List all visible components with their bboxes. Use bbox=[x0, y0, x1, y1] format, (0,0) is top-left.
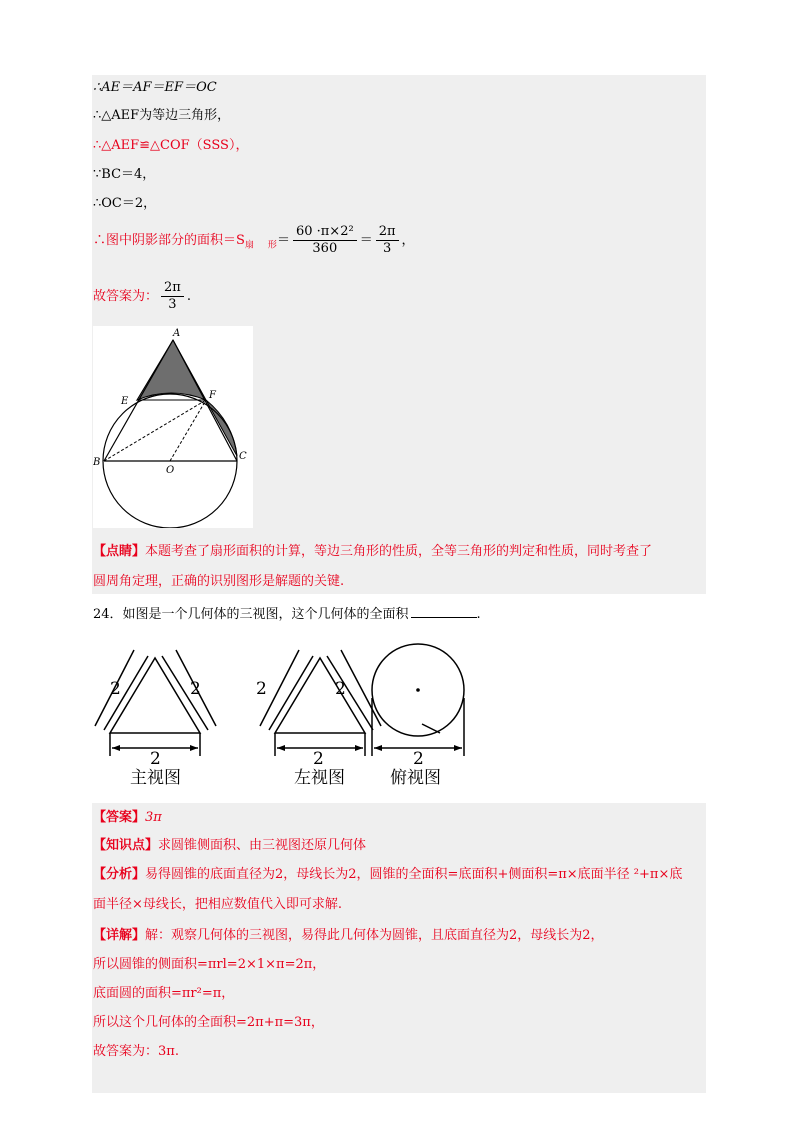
sector-subscript-2: 形 bbox=[267, 240, 277, 251]
front-dim-left: 2 bbox=[110, 679, 121, 699]
comment-line-2: 圆周角定理，正确的识别图形是解题的关键. bbox=[93, 574, 345, 589]
analysis-line-1: 【分析】易得圆锥的底面直径为2，母线长为2，圆锥的全面积=底面积+侧面积=π×底面半径 ²+π×底 bbox=[93, 867, 683, 882]
label-O: O bbox=[166, 465, 175, 476]
top-dim-bottom: 2 bbox=[413, 749, 424, 769]
answer-line: 【答案】3π bbox=[93, 810, 162, 825]
area-formula-prefix: ∴图中阴影部分的面积＝S bbox=[93, 233, 245, 248]
solution-line-4: ∵BC＝4， bbox=[93, 167, 156, 182]
answer-blank bbox=[411, 605, 477, 618]
label-E: E bbox=[121, 396, 129, 407]
area-fraction: $\frac{\text{60 ·π×2²}}{360}$ bbox=[293, 224, 357, 257]
solution-line-3: ∴△AEF≌△COF（SSS）， bbox=[93, 138, 249, 153]
label-C: C bbox=[239, 451, 247, 462]
analysis-line-2: 面半径×母线长，把相应数值代入即可求解. bbox=[93, 897, 343, 912]
question-24: 24．如图是一个几何体的三视图，这个几何体的全面积 . bbox=[93, 607, 481, 622]
geometry-figure bbox=[93, 326, 253, 528]
solution-line-6: ∴图中阴影部分的面积$=S_扇$ $_形$＝ $\frac{\text{60 ·π×2²}}{360}$ ＝ $\frac{2\pi}{3}$ ， bbox=[93, 224, 415, 256]
three-views-figure bbox=[90, 638, 480, 788]
label-B: B bbox=[93, 457, 101, 468]
solution-line-7: 故答案为： $\frac{2\pi}{3}$ . bbox=[93, 280, 191, 312]
area-result-fraction: $\frac{2\pi}{3}$ bbox=[376, 224, 399, 257]
detail-line-1: 【详解】解：观察几何体的三视图，易得此几何体为圆锥，且底面直径为2，母线长为2， bbox=[93, 928, 604, 943]
front-dim-right: 2 bbox=[190, 679, 201, 699]
detail-line-4: 所以这个几何体的全面积=2π+π=3π， bbox=[93, 1015, 324, 1030]
solution-line-2: ∴△AEF为等边三角形， bbox=[93, 108, 231, 123]
label-A: A bbox=[173, 328, 181, 339]
sector-subscript-1: 扇 bbox=[244, 240, 254, 251]
detail-line-3: 底面圆的面积=πr²=π， bbox=[93, 986, 235, 1001]
comment-tag: 【点睛】 bbox=[93, 544, 146, 559]
left-dim-bottom: 2 bbox=[313, 749, 324, 769]
left-view-label: 左视图 bbox=[294, 768, 345, 788]
solution-line-1: ∴AE＝AF＝EF＝OC bbox=[93, 80, 217, 95]
knowledge-point-line: 【知识点】求圆锥侧面积、由三视图还原几何体 bbox=[93, 838, 367, 853]
detail-line-2: 所以圆锥的侧面积=πrl=2×1×π=2π， bbox=[93, 957, 326, 972]
left-dim-left: 2 bbox=[256, 679, 267, 699]
front-dim-bottom: 2 bbox=[150, 749, 161, 769]
label-F: F bbox=[209, 390, 216, 401]
detail-line-5: 故答案为：3π. bbox=[93, 1044, 179, 1059]
comment-line-1: 【点睛】本题考查了扇形面积的计算，等边三角形的性质，全等三角形的判定和性质，同时考查了 bbox=[93, 544, 653, 559]
left-dim-right: 2 bbox=[335, 679, 346, 699]
front-view-label: 主视图 bbox=[130, 768, 181, 788]
answer-fraction: $\frac{2\pi}{3}$ bbox=[161, 280, 184, 313]
top-view-label: 俯视图 bbox=[390, 768, 441, 788]
solution-line-5: ∴OC＝2， bbox=[93, 196, 157, 211]
